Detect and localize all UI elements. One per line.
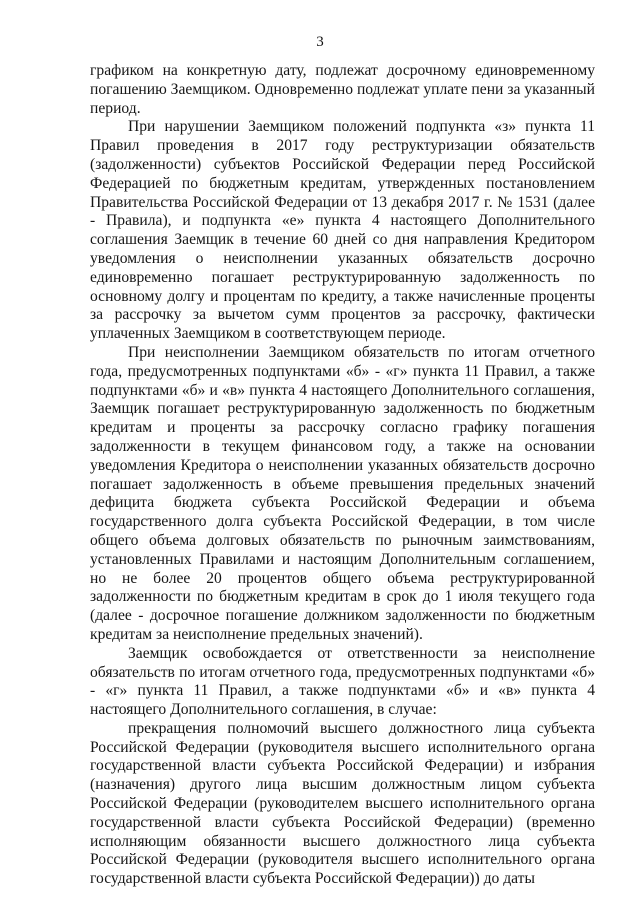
document-body (90, 62, 595, 889)
paragraph-continued: графиком на конкретную дату, подлежат досрочному единовременному погашению Заемщиком. Одновременно подлежат уплате пени за указанный период. (90, 62, 595, 117)
paragraph-liability-release: Заемщик освобождается от ответственности за неисполнение обязательств по итогам отчетного года, предусмотренных подпунктами «б» - «г» пункта 11 Правил, а также подпунктами «б» и «в» пункта 4 настоящего Дополнительного соглашения, в случае: (90, 644, 595, 719)
paragraph-termination-of-powers: прекращения полномочий высшего должностного лица субъекта Российской Федерации (руководителя высшего исполнительного органа государственной власти субъекта Российской Федерации) и избрания (назначения) другого лица высшим должностным лицом субъекта Российской Федерации (руководителем высшего исполнительного органа государственной власти субъекта Российской Федерации) (временно исполняющим обязанности высшего должностного лица субъекта Российской Федерации (руководителя высшего исполнительного органа государственной власти субъекта Российской Федерации)) до даты (90, 719, 595, 888)
page-number: 3 (316, 34, 324, 50)
paragraph-nonfulfillment-obligations: При неисполнении Заемщиком обязательств по итогам отчетного года, предусмотренных подпунктами «б» - «г» пункта 11 Правил, а также подпунктами «б» и «в» пункта 4 настоящего Дополнительного соглашения, Заемщик погашает реструктурированную задолженность по бюджетным кредитам и проценты за рассрочку согласно графику погашения задолженности в текущем финансовом году, а также на основании уведомления Кредитора о неисполнении указанных обязательств досрочно погашает задолженность в объеме превышения предельных значений дефицита бюджета субъекта Российской Федерации и объема государственного долга субъекта Российской Федерации, в том числе общего объема долговых обязательств по рыночным заимствованиям, установленных Правилами и настоящим Дополнительным соглашением, но не более 20 процентов общего объема реструктурированной задолженности по бюджетным кредитам в срок до 1 июля текущего года (далее - досрочное погашение должником задолженности по бюджетным кредитам за неисполнение предельных значений). (90, 343, 595, 643)
paragraph-early-repayment-violation: При нарушении Заемщиком положений подпункта «з» пункта 11 Правил проведения в 2017 году реструктуризации обязательств (задолженности) субъектов Российской Федерации перед Российской Федерацией по бюджетным кредитам, утвержденных постановлением Правительства Российской Федерации от 13 декабря 2017 г. № 1531 (далее - Правила), и подпункта «е» пункта 4 настоящего Дополнительного соглашения Заемщик в течение 60 дней со дня направления Кредитором уведомления о неисполнении указанных обязательств досрочно единовременно погашает реструктурированную задолженность по основному долгу и процентам по кредиту, а также начисленные проценты за рассрочку за вычетом сумм процентов за рассрочку, фактически уплаченных Заемщиком в соответствующем периоде. (90, 118, 595, 343)
